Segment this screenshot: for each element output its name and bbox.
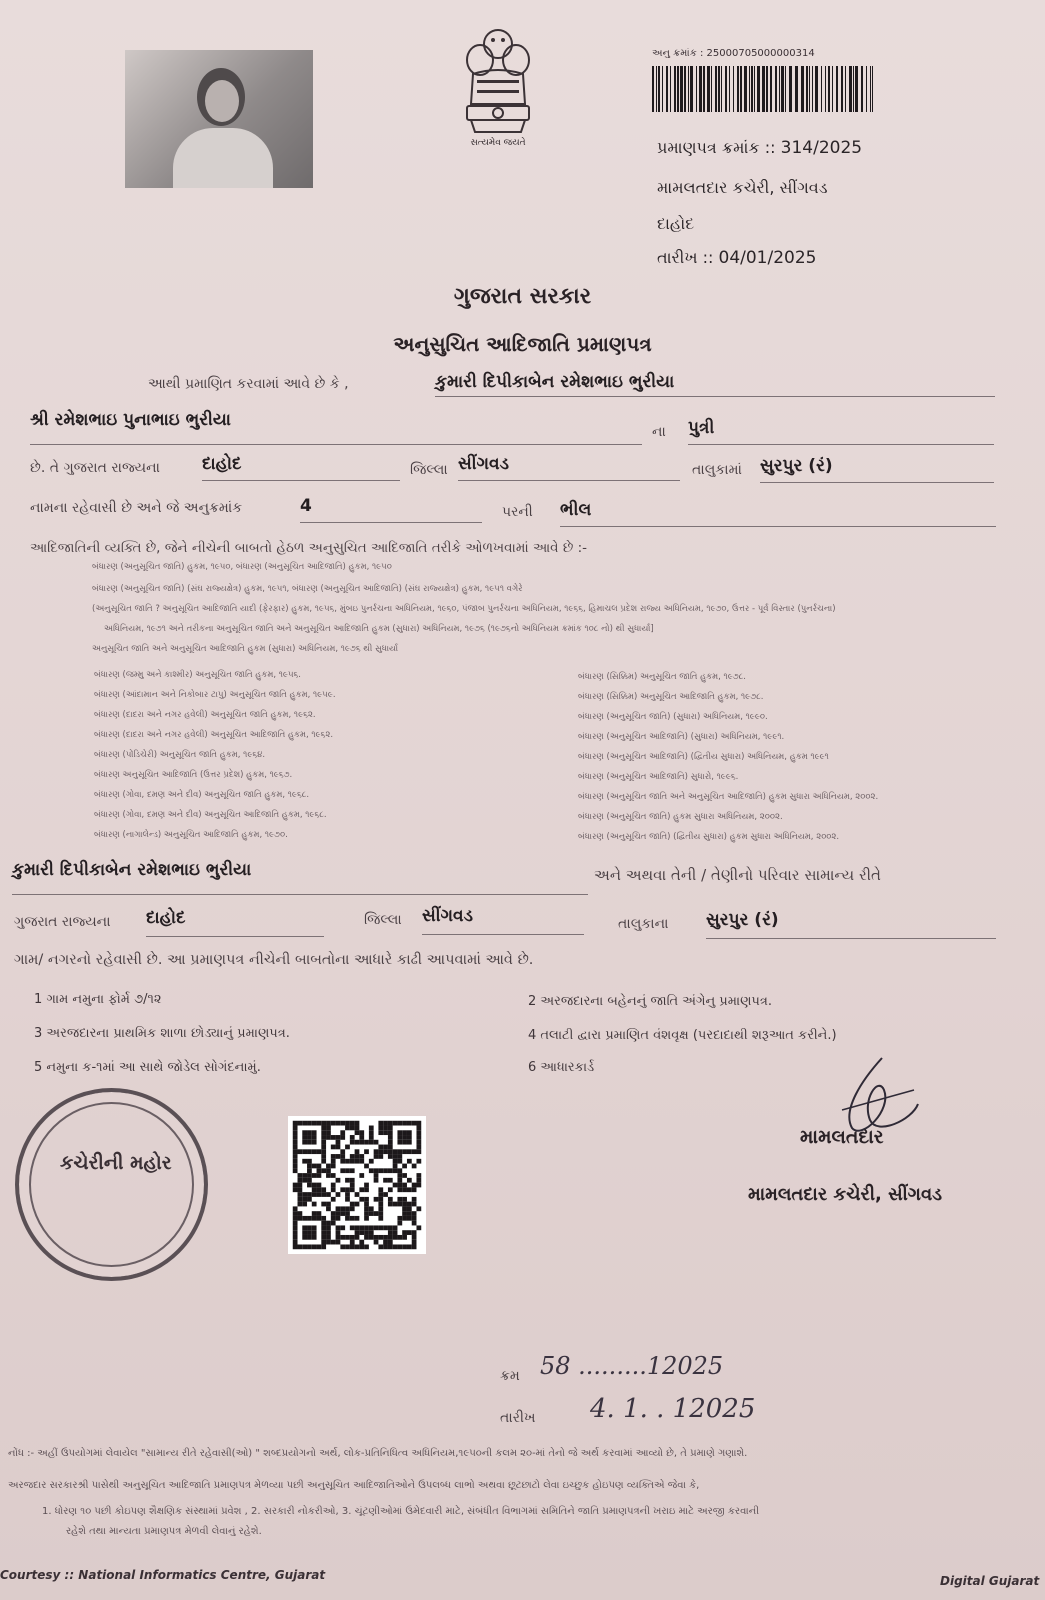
- order-item: બંધારણ (દાદરા અને નગર હવેલી) અનુસૂચિત આદિજાતિ હુકમ, ૧૯૬૨.: [94, 730, 334, 740]
- relation: પુત્રી: [688, 418, 994, 445]
- office-seal: [15, 1088, 208, 1281]
- note-line: રહેશે તથા માન્યતા પ્રમાણપત્ર મેળવી લેવાનું રહેશે.: [66, 1526, 262, 1537]
- tribe-label: પરની: [502, 504, 533, 520]
- inward-no-label: ક્રમ: [500, 1368, 520, 1384]
- document-item: 1 ગામ નમુના ફોર્મ ૭/૧૨: [34, 992, 162, 1007]
- inward-date-label: તારીખ: [500, 1410, 536, 1426]
- government-title: ગુજરાત સરકાર: [453, 284, 592, 309]
- fine-print-line: અધિનિયમ, ૧૯૭૧ અને તરીકના અનુસૂચિત જાતિ અને અનુસૂચિત આદિજાતિ હુકમ (સુધારા) અધિનિયમ, ૧૯૭૬ (૧૯૭૬નો અધિનિયમ ક્રમાંક ૧૦૮ નો) થી સુધાર્યા]: [104, 624, 654, 634]
- certificate-title: અનુસુચિત આદિજાતિ પ્રમાણપત્ર: [393, 332, 652, 356]
- order-item: બંધારણ (અનુસૂચિત જાતિ) (દ્વિતીય સુધારા) હુકમ સુધારા અધિનિયમ, ૨૦૦૨.: [578, 832, 840, 842]
- order-item: બંધારણ (સિક્કિમ) અનુસૂચિત આદિજાતિ હુકમ, ૧૯૭૮.: [578, 692, 764, 702]
- order-item: બંધારણ અનુસૂચિત આદિજાતિ (ઉત્તર પ્રદેશ) હુકમ, ૧૯૬૭.: [94, 770, 293, 780]
- state-prefix-2: ગુજરાત રાજ્યના: [14, 914, 111, 930]
- inward-date-value: 4. 1. . 12025: [590, 1394, 756, 1424]
- order-item: બંધારણ (અનુસૂચિત આદિજાતિ) (સુધારા) અધિનિયમ, ૧૯૯૧.: [578, 732, 785, 742]
- order-item: બંધારણ (અનુસૂચિત જાતિ) (સુધારા) અધિનિયમ, ૧૯૯૦.: [578, 712, 768, 722]
- date-value: 04/01/2025: [718, 248, 817, 268]
- taluka-label: તાલુકામાં: [692, 462, 742, 478]
- footer-courtesy: Courtesy :: National Informatics Centre, Gujarat: [0, 1568, 326, 1582]
- order-item: બંધારણ (દાદરા અને નગર હવેલી) અનુસૂચિત જાતિ હુકમ, ૧૯૬૨.: [94, 710, 316, 720]
- serial-number: 4: [300, 496, 482, 523]
- certificate-number: [657, 138, 862, 158]
- order-item: બંધારણ (પોંડિચેરી) અનુસૂચિત જાતિ હુકમ, ૧૯૬૪.: [94, 750, 266, 760]
- inward-no-value: 58 .........12025: [540, 1352, 724, 1380]
- tribe-value: ભીલ: [560, 500, 996, 527]
- village-value-2: સુરપુર (રં): [706, 910, 996, 939]
- issuing-district: દાહોદ: [657, 214, 695, 233]
- document-item: 5 નમુના ક-૧માં આ સાથે જોડેલ સોગંદનામું.: [34, 1060, 261, 1075]
- date-label: તારીખ ::: [657, 248, 714, 267]
- taluka-label-2: તાલુકાના: [618, 916, 669, 932]
- document-item: 4 તલાટી દ્વારા પ્રમાણિત વંશવૃક્ષ (પરદાદાથી શરૂઆત કરીને.): [528, 1028, 837, 1043]
- fine-print-line: બંધારણ (અનુસૂચિત જાતિ) હુકમ, ૧૯૫૦, બંધારણ (અનુસૂચિત આદિજાતિ) હુકમ, ૧૯૫૦: [92, 562, 392, 572]
- cert-no-value: 314/2025: [780, 138, 863, 158]
- taluka-value: સીંગવડ: [458, 454, 680, 481]
- certify-text: આથી પ્રમાણિત કરવામાં આવે છે કે ,: [148, 376, 349, 392]
- barcode-number: અનુ ક્રમાંક : 25000705000000314: [652, 48, 815, 59]
- declaration-text: આદિજાતિની વ્યક્તિ છે, જેને નીચેની બાબતો હેઠળ અનુસુચિત આદિજાતિ તરીકે ઓળખવામાં આવે છે :-: [30, 540, 588, 556]
- order-item: બંધારણ (અનુસૂચિત જાતિ અને અનુસૂચિત આદિજાતિ) હુકમ સુધારા અધિનિયમ, ૨૦૦૨.: [578, 792, 879, 802]
- note-line: અરજદાર સરકારશ્રી પાસેથી અનુસૂચિત આદિજાતિ પ્રમાણપત્ર મેળવ્યા પછી અનુસૂચિત આદિજાતિઓને ઉપલબ્ધ લાભો અથવા છૂટછાટો લેવા ઇચ્છુક હોઇપણ વ્યક્તિએ જેવા કે,: [8, 1480, 700, 1491]
- taluka-value-2: સીંગવડ: [422, 906, 584, 935]
- emblem-caption: સત્યમેવ જયતે: [470, 138, 526, 148]
- order-item: બંધારણ (ગોવા, દમણ અને દીવ) અનુસૂચિત જાતિ હુકમ, ૧૯૬૮.: [94, 790, 310, 800]
- barcode-icon: [652, 66, 876, 112]
- issue-date: [657, 248, 816, 268]
- order-item: બંધારણ (નાગાલેન્ડ) અનુસૂચિત આદિજાતિ હુકમ, ૧૯૭૦.: [94, 830, 288, 840]
- national-emblem-icon: [455, 22, 541, 150]
- fine-print-line: અનુસૂચિત જાતિ અને અનુસૂચિત આદિજાતિ હુકમ (સુધારા) અધિનિયમ, ૧૯૭૬ થી સુધાર્યા: [92, 644, 399, 654]
- father-name: શ્રી રમેશભાઇ પુનાભાઇ ભુરીયા: [30, 410, 642, 445]
- cert-no-label: પ્રમાણપત્ર ક્રમાંક ::: [657, 138, 776, 157]
- district-value-2: દાહોદ: [146, 908, 324, 937]
- fine-print-line: (અનુસૂચિત જાતિ ? અનુસૂચિત આદિજાતિ યાદી (ફેરફાર) હુકમ, ૧૯૫૬, મુંબઇ પુનર્રચના અધિનિયમ, ૧૯૬૦, પંજાબ પુનર્રચના અધિનિયમ, ૧૯૬૬, હિમાચલ પ્રદેશ રાજ્ય અધિનિયમ, ૧૯૭૦, ઉત્તર - પૂર્વ વિસ્તાર (પુનર્રચના): [92, 604, 836, 614]
- na-text: ના: [652, 424, 666, 440]
- applicant-photo: [125, 50, 313, 188]
- family-text: અને અથવા તેની / તેણીનો પરિવાર સામાન્ય રીતે: [594, 866, 881, 884]
- document-item: 3 અરજદારના પ્રાથમિક શાળા છોડ્યાનું પ્રમાણપત્ર.: [34, 1026, 290, 1041]
- qr-code-icon: [288, 1116, 426, 1254]
- basis-text: ગામ/ નગરનો રહેવાસી છે. આ પ્રમાણપત્ર નીચેની બાબતોના આધારે કાઢી આપવામાં આવે છે.: [14, 952, 534, 968]
- order-item: બંધારણ (જમ્મુ અને કાશ્મીર) અનુસૂચિત જાતિ હુકમ, ૧૯૫૬.: [94, 670, 302, 680]
- order-item: બંધારણ (અનુસૂચિત આદિજાતિ) (દ્વિતીય સુધારા) અધિનિયમ, હુકમ ૧૯૯૧: [578, 752, 829, 762]
- signatory-office: મામલતદાર કચેરી, સીંગવડ: [748, 1184, 943, 1205]
- applicant-name-repeat: કુમારી દિપીકાબેન રમેશભાઇ ભુરીયા: [12, 860, 588, 895]
- district-value: દાહોદ: [202, 454, 400, 481]
- state-prefix: છે. તે ગુજરાત રાજ્યના: [30, 460, 160, 476]
- issuing-office: મામલતદાર કચેરી, સીંગવડ: [657, 178, 828, 197]
- note-line: 1. ધોરણ ૧૦ પછી કોઇપણ શૈક્ષણિક સંસ્થામાં પ્રવેશ , 2. સરકારી નોકરીઓ, 3. ચૂંટણીઓમાં ઉમેદવારી માટે, સંબંધીત વિભાગમાં સમિતિને જાતિ પ્રમાણપત્રની ખરાઇ માટે અરજી કરવાની: [42, 1506, 760, 1517]
- order-item: બંધારણ (સિક્કિમ) અનુસૂચિત જાતિ હુકમ, ૧૯૭૮.: [578, 672, 747, 682]
- order-item: બંધારણ (અનુસૂચિત જાતિ) હુકમ સુધારા અધિનિયમ, ૨૦૦૨.: [578, 812, 783, 822]
- seal-text: કચેરીની મહોર: [60, 1152, 172, 1174]
- note-line: નોંધ :- અહીં ઉપયોગમાં લેવાયેલ "સામાન્ય રીતે રહેવાસી(ઓ) " શબ્દપ્રયોગનો અર્થ, લોક-પ્રતિનિધિત્વ અધિનિયમ,૧૯૫૦ની કલમ ૨૦-માં તેનો જે અર્થ કરવામાં આવ્યો છે, તે પ્રમાણે ગણાશે.: [8, 1448, 748, 1459]
- order-item: બંધારણ (આંદામાન અને નિકોબાર ટાપુ) અનુસૂચિત જાતિ હુકમ, ૧૯૫૯.: [94, 690, 336, 700]
- fine-print-line: બંધારણ (અનુસૂચિત જાતિ) (સંઘ રાજ્યક્ષેત્ર) હુકમ, ૧૯૫૧, બંધારણ (અનુસૂચિત આદિજાતિ) (સંઘ રાજ્યક્ષેત્ર) હુકમ, ૧૯૫૧ વગેરે: [92, 584, 523, 594]
- district-label-2: જિલ્લા: [364, 912, 402, 928]
- applicant-name: કુમારી દિપીકાબેન રમેશભાઇ ભુરીયા: [435, 372, 995, 397]
- signatory-title: મામલતદાર: [800, 1126, 884, 1148]
- village-value: સુરપુર (રં): [760, 456, 994, 483]
- footer-brand: Digital Gujarat: [940, 1574, 1040, 1588]
- order-item: બંધારણ (ગોવા, દમણ અને દીવ) અનુસૂચિત આદિજાતિ હુકમ, ૧૯૬૮.: [94, 810, 327, 820]
- order-item: બંધારણ (અનુસૂચિત આદિજાતિ) સુધારો, ૧૯૯૬.: [578, 772, 739, 782]
- resident-text: નામના રહેવાસી છે અને જે અનુક્રમાંક: [30, 500, 243, 516]
- document-item: 6 આધારકાર્ડ: [528, 1060, 595, 1075]
- district-label: જિલ્લા: [410, 462, 448, 478]
- document-item: 2 અરજદારના બહેનનું જાતિ અંગેનુ પ્રમાણપત્ર.: [528, 994, 772, 1009]
